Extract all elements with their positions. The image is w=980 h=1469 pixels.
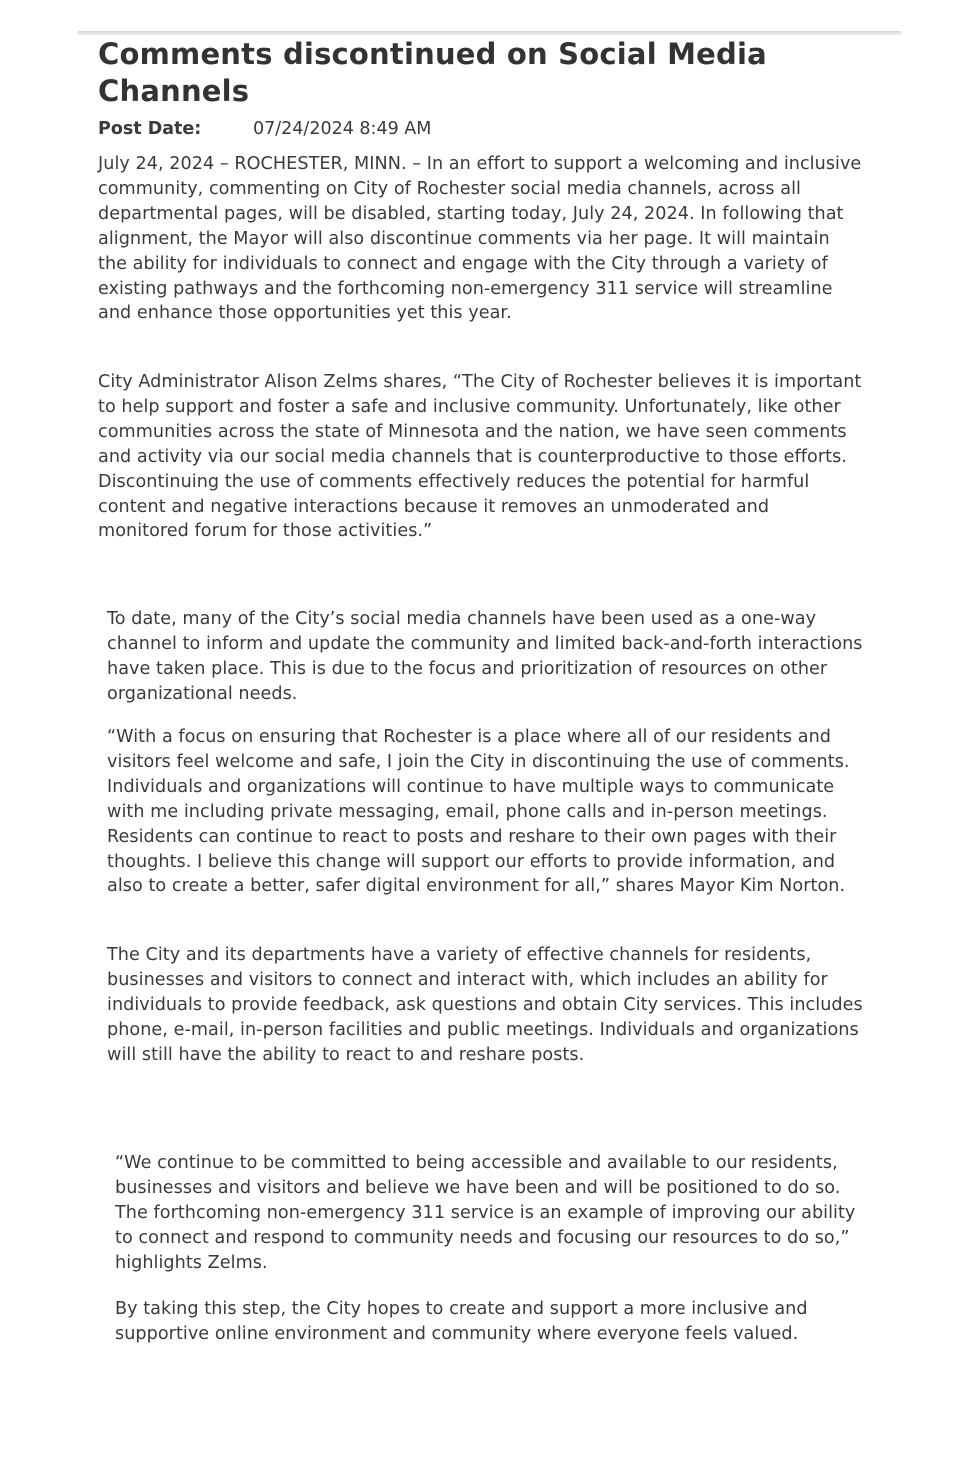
post-date-label: Post Date: (98, 119, 202, 139)
article-paragraph-1: July 24, 2024 – ROCHESTER, MINN. – In an effort to support a welcoming and inclusive community, commenting on City of Rochester social media channels, across all departmental pages, will be disabled, starting today, July 24, 2024. In following that alignment, the Mayor will also discontinue comments via her page. It will maintain the ability for individuals to connect and engage with the City through a variety of existing pathways and the forthcoming non-emergency 311 service will streamline and enhance those opportunities yet this year. (98, 154, 862, 324)
article-paragraph-7: By taking this step, the City hopes to create and support a more inclusive and supportive online environment and community where everyone feels valued. (115, 1299, 808, 1344)
article-paragraph-2: City Administrator Alison Zelms shares, “The City of Rochester believes it is important to help support and foster a safe and inclusive community. Unfortunately, like other communities across the state of Minnesota and the nation, we have seen comments and activity via our social media channels that is counterproductive to those efforts. Discontinuing the use of comments effectively reduces the potential for harmful content and negative interactions because it removes an unmoderated and monitored forum for those activities.” (98, 372, 862, 542)
article-paragraph-6: “We continue to be committed to being accessible and available to our residents, businesses and visitors and believe we have been and will be positioned to do so. The forthcoming non-emergency 311 service is an example of improving our ability to connect and respond to community needs and focusing our resources to do so,” highlights Zelms. (115, 1153, 856, 1273)
post-date-value: 07/24/2024 8:49 AM (253, 119, 432, 139)
article-paragraph-5: The City and its departments have a variety of effective channels for residents, businesses and visitors to connect and interact with, which includes an ability for individuals to provide feedback, ask questions and obtain City services. This includes phone, e-mail, in-person facilities and public meetings. Individuals and organizations will still have the ability to react to and reshare posts. (107, 945, 863, 1065)
article-title: Comments discontinued on Social Media Channels (98, 37, 767, 108)
article-paragraph-3: To date, many of the City’s social media channels have been used as a one-way channel to inform and update the community and limited back-and-forth interactions have taken place. This is due to the focus and prioritization of resources on other organizational needs. (107, 609, 863, 704)
post-date-row (98, 117, 431, 141)
article-paragraph-4: “With a focus on ensuring that Rochester is a place where all of our residents and visitors feel welcome and safe, I join the City in discontinuing the use of comments. Individuals and organizations will continue to have multiple ways to communicate with me including private messaging, email, phone calls and in-person meetings. Residents can continue to react to posts and reshare to their own pages with their thoughts. I believe this change will support our efforts to provide information, and also to create a better, safer digital environment for all,” shares Mayor Kim Norton. (107, 727, 850, 897)
top-divider (78, 31, 901, 35)
